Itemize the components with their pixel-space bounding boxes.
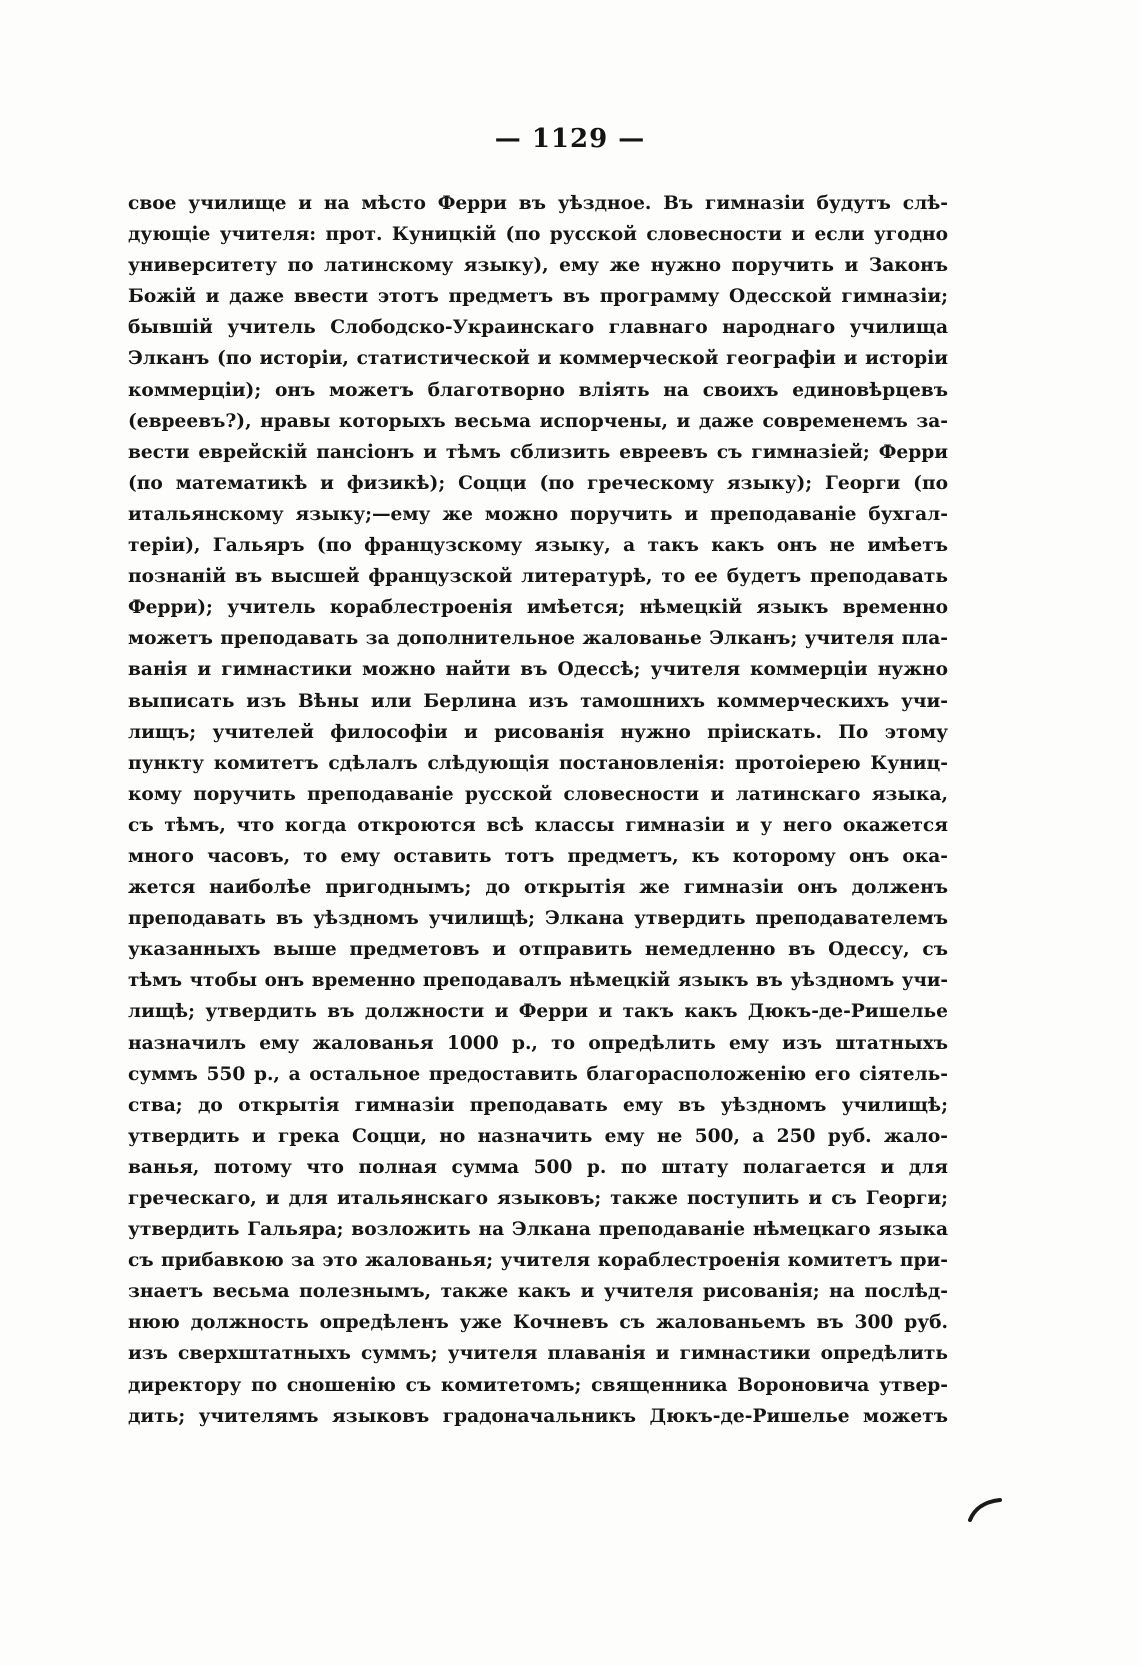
text-line: тѣмъ чтобы онъ временно преподавалъ нѣмецкій языкъ въ уѣздномъ учи-	[128, 970, 948, 992]
text-line: бывшій учитель Слободско-Украинскаго главнаго народнаго училища	[128, 317, 948, 339]
text-line: лищъ; учителей философіи и рисованія нужно пріискать. По этому	[128, 721, 948, 743]
text-line: лищѣ; утвердить въ должности и Ферри и такъ какъ Дюкъ-де-Ришелье	[128, 1001, 948, 1023]
text-line: преподавать въ уѣздномъ училищѣ; Элкана утвердить преподавателемъ	[128, 908, 948, 930]
text-line: итальянскому языку;—ему же можно поручить и преподаваніе бухгал-	[128, 503, 948, 525]
text-line: университету по латинскому языку), ему же нужно поручить и Законъ	[128, 255, 948, 277]
body-text	[128, 188, 948, 1432]
text-line: утвердить и грека Соцци, но назначить ему не 500, а 250 руб. жало-	[128, 1125, 948, 1147]
text-line: съ прибавкою за это жалованья; учителя кораблестроенія комитетъ при-	[128, 1250, 948, 1272]
text-line: свое училище и на мѣсто Ферри въ уѣздное. Въ гимназіи будутъ слѣ-	[128, 193, 948, 214]
text-line: (евреевъ?), нравы которыхъ весьма испорчены, и даже современемъ за-	[128, 410, 948, 432]
text-line: ванья, потому что полная сумма 500 р. по штату полагается и для	[128, 1156, 948, 1178]
text-line: ванія и гимнастики можно найти въ Одессѣ; учителя коммерціи нужно	[128, 659, 948, 681]
text-line: пункту комитетъ сдѣлалъ слѣдующія постановленія: протоіерею Куниц-	[128, 752, 948, 774]
text-line: можетъ преподавать за дополнительное жалованье Элканъ; учителя пла-	[128, 628, 948, 650]
text-line: утвердить Гальяра; возложить на Элкана преподаваніе нѣмецкаго языка	[128, 1219, 948, 1241]
text-line: много часовъ, то ему оставить тотъ предметъ, къ которому онъ ока-	[128, 845, 948, 867]
text-line: греческаго, и для итальянскаго языковъ; также поступить и съ Георги;	[128, 1188, 948, 1209]
text-line: указанныхъ выше предметовъ и отправить немедленно въ Одессу, съ	[128, 939, 948, 961]
text-line: жется наиболѣе пригоднымъ; до открытія же гимназіи онъ долженъ	[128, 877, 948, 899]
text-line: съ тѣмъ, что когда откроются всѣ классы гимназіи и у него окажется	[128, 814, 948, 836]
text-line: коммерціи); онъ можетъ благотворно вліять на своихъ единовѣрцевъ	[128, 379, 948, 401]
text-line: кому поручить преподаваніе русской словесности и латинскаго языка,	[128, 783, 948, 805]
text-line: выписать изъ Вѣны или Берлина изъ тамошнихъ коммерческихъ учи-	[128, 690, 948, 712]
text-line: дующіе учителя: прот. Куницкій (по русской словесности и если угодно	[128, 224, 948, 246]
text-line: изъ сверхштатныхъ суммъ; учителя плаванія и гимнастики опредѣлить	[128, 1343, 948, 1365]
text-line: дить; учителямъ языковъ градоначальникъ Дюкъ-де-Ришелье можетъ	[128, 1405, 948, 1427]
text-line: Ферри); учитель кораблестроенія имѣется; нѣмецкій языкъ временно	[128, 597, 948, 619]
page-number: — 1129 —	[494, 124, 646, 154]
text-line: назначилъ ему жалованья 1000 р., то опредѣлить ему изъ штатныхъ	[128, 1032, 948, 1054]
text-line: Божій и даже ввести этотъ предметъ въ программу Одесской гимназіи;	[128, 286, 948, 308]
text-line: (по математикѣ и физикѣ); Соцци (по греческому языку); Георги (по	[128, 472, 948, 494]
margin-pen-mark	[966, 1494, 1006, 1524]
text-line: знаетъ весьма полезнымъ, также какъ и учителя рисованія; на послѣд-	[128, 1281, 948, 1303]
text-line: ства; до открытія гимназіи преподавать ему въ уѣздномъ училищѣ;	[128, 1094, 948, 1116]
text-line: суммъ 550 р., а остальное предоставить благорасположенію его сіятель-	[128, 1063, 948, 1085]
text-line: теріи), Гальяръ (по французскому языку, а такъ какъ онъ не имѣетъ	[128, 535, 948, 557]
text-line: нюю должность опредѣленъ уже Кочневъ съ жалованьемъ въ 300 руб.	[128, 1312, 948, 1334]
text-line: вести еврейскій пансіонъ и тѣмъ сблизить евреевъ съ гимназіей; Ферри	[128, 441, 948, 463]
text-line: директору по сношенію съ комитетомъ; священника Вороновича утвер-	[128, 1374, 948, 1396]
text-line: познаній въ высшей французской литературѣ, то ее будетъ преподавать	[128, 566, 948, 588]
text-line: Элканъ (по исторіи, статистической и коммерческой географіи и исторіи	[128, 348, 948, 370]
